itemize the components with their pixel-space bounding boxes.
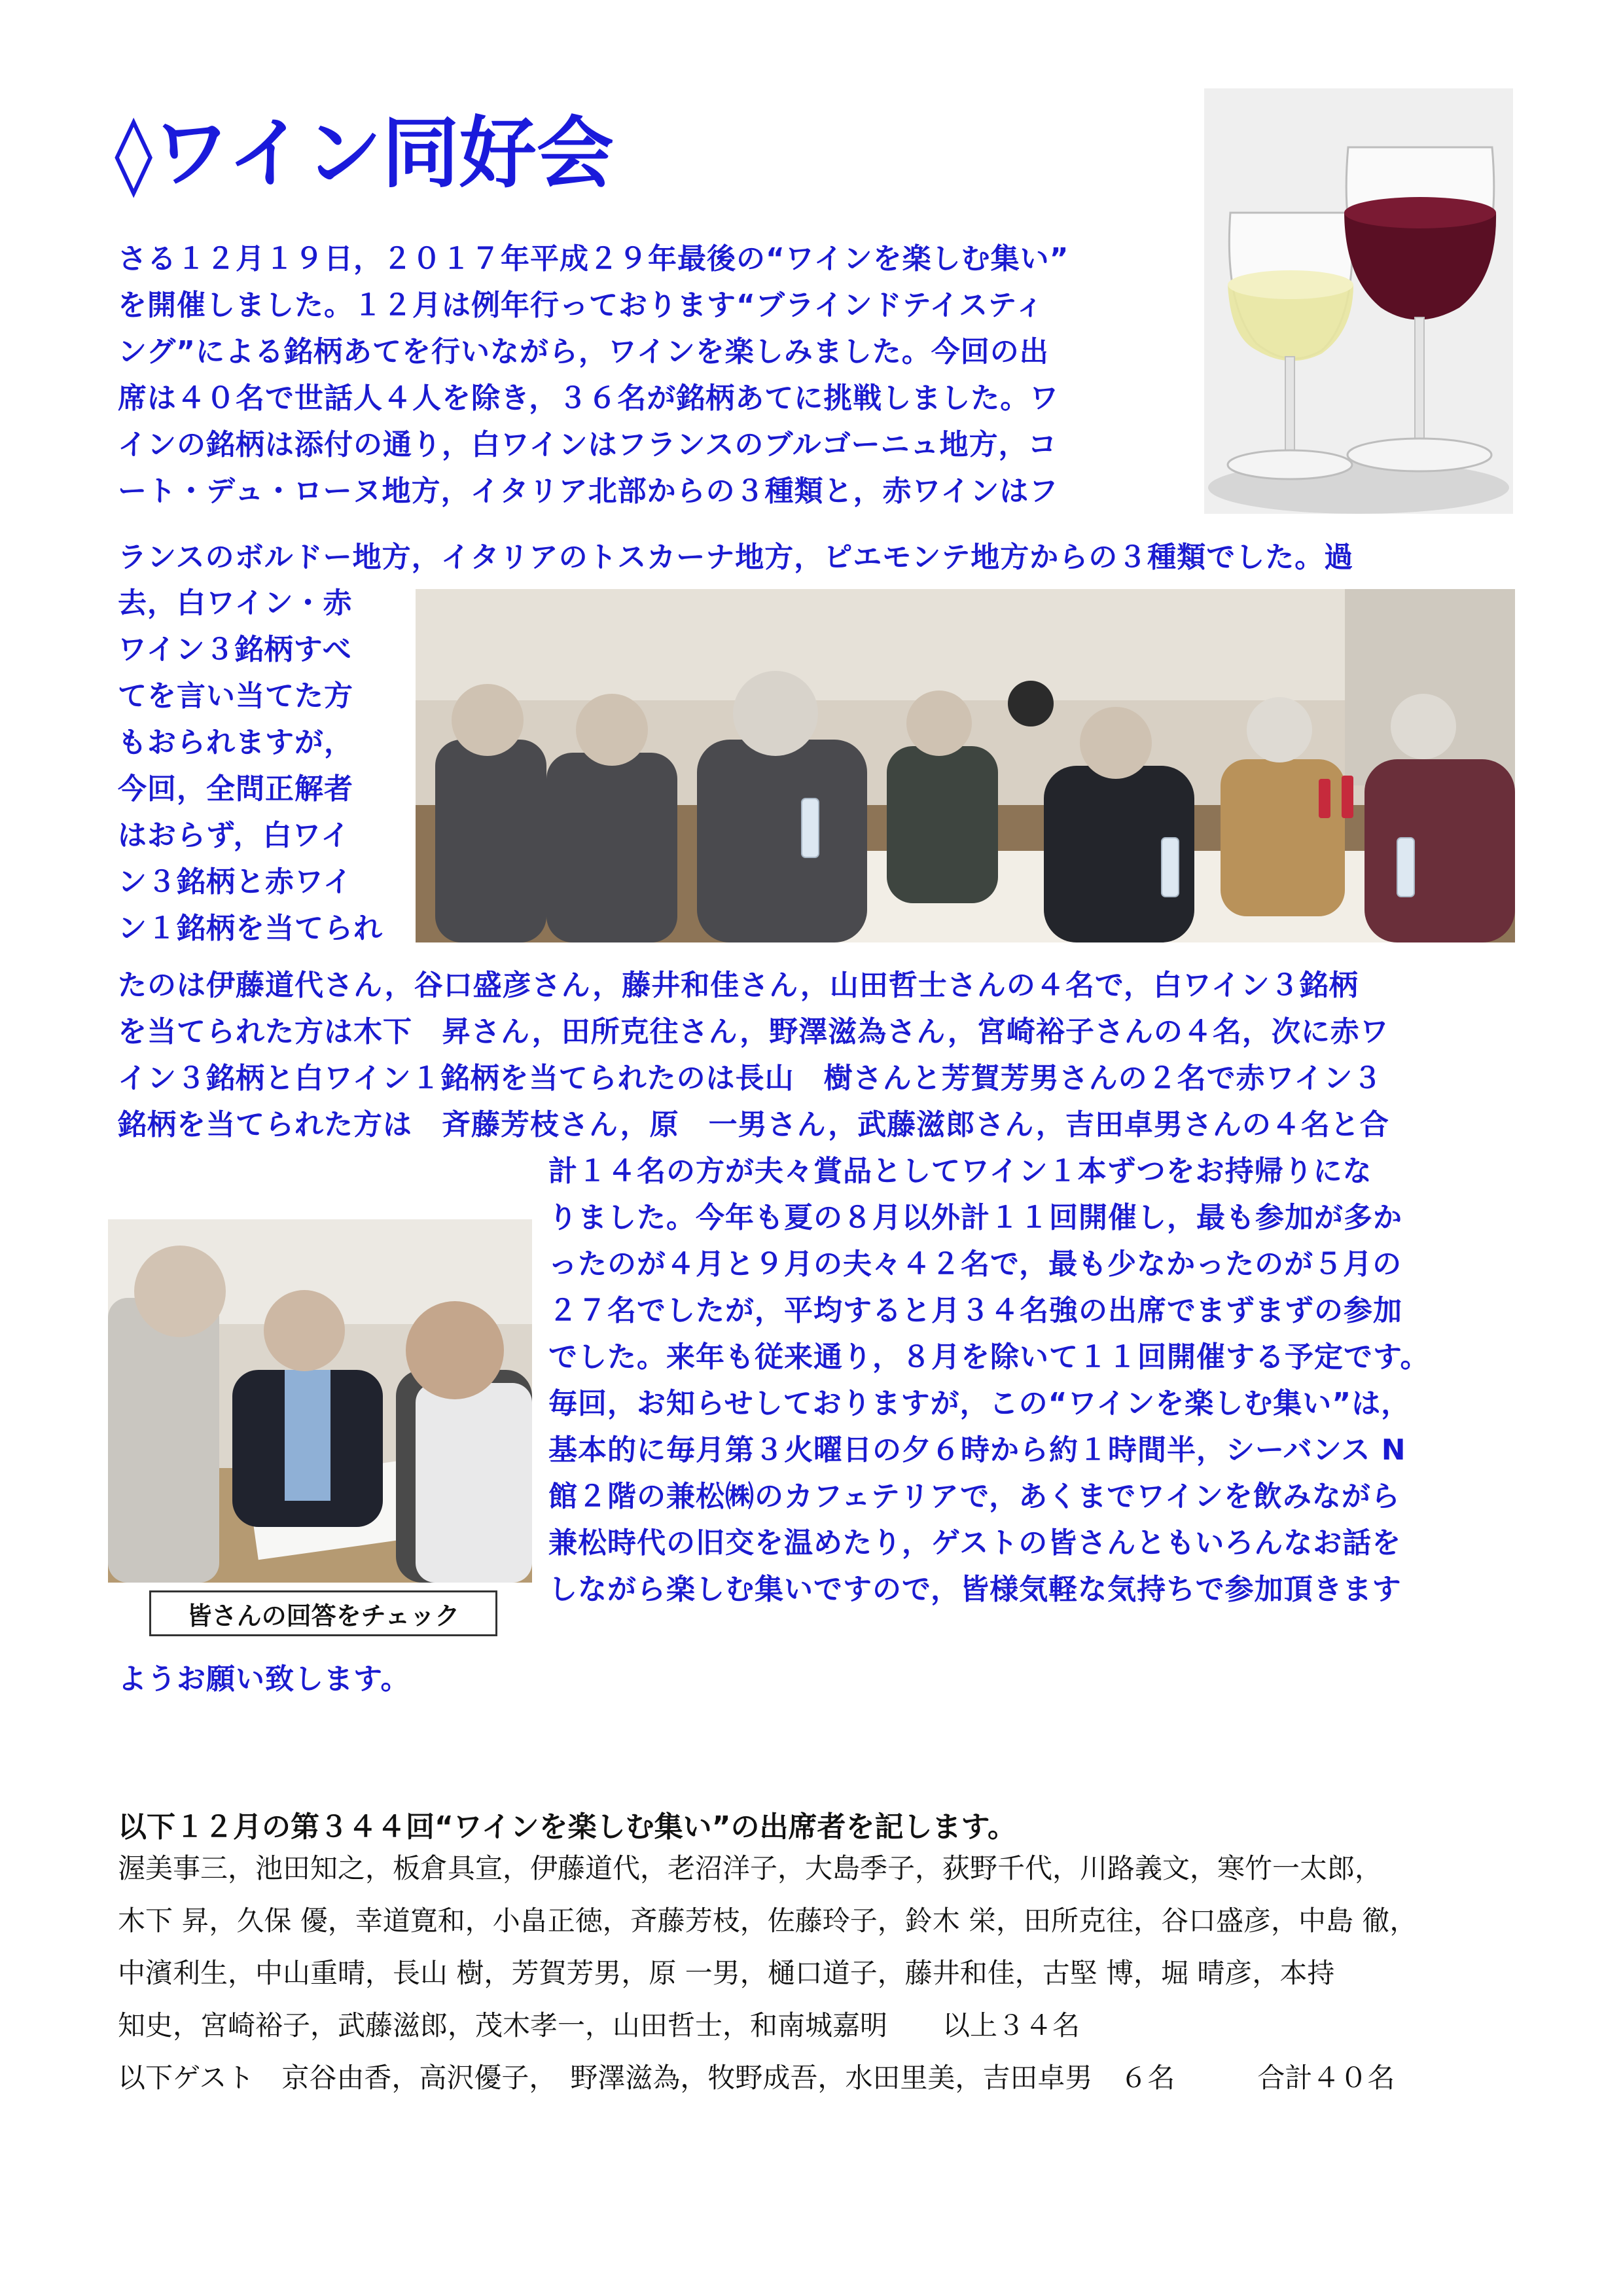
attendees-line: 木下 昇，久保 優，幸道寛和，小畠正徳，斉藤芳枝，佐藤玲子，鈴木 栄，田所克往，谷口盛彦，中島 徹， xyxy=(118,1905,1418,1937)
answer-check-photo xyxy=(108,1219,532,1583)
page-title: ◊ワイン同好会 xyxy=(115,108,614,198)
article-line: イン３銘柄と白ワイン１銘柄を当てられたのは長山 樹さんと芳賀芳男さんの２名で赤ワイン３ xyxy=(118,1062,1383,1095)
article-line: ワイン３銘柄すべ xyxy=(118,633,352,666)
article-body-left xyxy=(118,580,383,952)
wine-glasses-photo xyxy=(1204,88,1513,514)
article-line: たのは伊藤道代さん，谷口盛彦さん，藤井和佳さん，山田哲士さんの４名で，白ワイン３銘柄 xyxy=(118,969,1359,1002)
article-line: さる１２月１９日，２０１７年平成２９年最後の“ワインを楽しむ集い” xyxy=(118,242,1069,276)
article-line: でした。来年も従来通り，８月を除いて１１回開催する予定です。 xyxy=(548,1340,1430,1374)
article-line: 毎回，お知らせしておりますが，この“ワインを楽しむ集い”は， xyxy=(548,1387,1411,1420)
article-line: はおらず，白ワイ xyxy=(118,819,351,852)
article-line: 基本的に毎月第３火曜日の夕６時から約１時間半，シーバンス N xyxy=(548,1433,1406,1467)
article-body-right xyxy=(548,1148,1429,1613)
article-line: ン３銘柄と赤ワイ xyxy=(118,865,353,899)
article-line: 銘柄を当てられた方は 斉藤芳枝さん，原 一男さん，武藤滋郎さん，吉田卓男さんの４名と合 xyxy=(118,1108,1389,1141)
attendees-line: 知史，宮崎裕子，武藤滋郎，茂木孝一，山田哲士，和南城嘉明 以上３４名 xyxy=(118,2009,1080,2041)
guests-line: 以下ゲスト 京谷由香，高沢優子， 野澤滋為，牧野成吾，水田里美，吉田卓男 ６名 合計４０名 xyxy=(118,2062,1395,2094)
article-line: インの銘柄は添付の通り，白ワインはフランスのブルゴーニュ地方，コ xyxy=(118,428,1058,461)
article-line: 兼松時代の旧交を温めたり，ゲストの皆さんともいろんなお話を xyxy=(548,1526,1402,1560)
article-line: 去，白ワイン・赤 xyxy=(118,586,353,620)
article-line-full: ランスのボルドー地方，イタリアのトスカーナ地方，ピエモンテ地方からの３種類でした。過 xyxy=(118,541,1354,574)
article-line: を当てられた方は木下 昇さん，田所克往さん，野澤滋為さん，宮崎裕子さんの４名，次に赤ワ xyxy=(118,1015,1389,1049)
photo-caption: 皆さんの回答をチェック xyxy=(149,1590,497,1636)
party-photo xyxy=(416,589,1515,942)
article-line: しながら楽しむ集いですので，皆様気軽な気持ちで参加頂きます xyxy=(548,1573,1402,1606)
article-line: を開催しました。１２月は例年行っております“ブラインドテイスティ xyxy=(118,289,1044,322)
article-body-top xyxy=(118,236,1069,514)
article-line: ２７名でしたが，平均すると月３４名強の出席でまずまずの参加 xyxy=(548,1294,1402,1327)
article-line: 今回，全問正解者 xyxy=(118,772,353,806)
article-line: ング”による銘柄あてを行いながら，ワインを楽しみました。今回の出 xyxy=(118,335,1049,368)
article-line: てを言い当てた方 xyxy=(118,679,353,713)
attendees-heading: 以下１２月の第３４４回“ワインを楽しむ集い”の出席者を記します。 xyxy=(118,1810,1016,1844)
article-line: 館２階の兼松㈱のカフェテリアで，あくまでワインを飲みながら xyxy=(548,1480,1400,1513)
article-body-middle xyxy=(118,962,1389,1148)
article-line: 席は４０名で世話人４人を除き，３６名が銘柄あてに挑戦しました。ワ xyxy=(118,382,1060,415)
article-line: 計１４名の方が夫々賞品としてワイン１本ずつをお持帰りにな xyxy=(548,1155,1372,1188)
article-line: ート・デュ・ローヌ地方，イタリア北部からの３種類と，赤ワインはフ xyxy=(118,475,1059,508)
attendees-line: 渥美事三，池田知之，板倉具宣，伊藤道代，老沼洋子，大島季子，荻野千代，川路義文，寒竹一太郎， xyxy=(118,1852,1383,1884)
article-line-end: ようお願い致します。 xyxy=(118,1662,410,1696)
article-line: ン１銘柄を当てられ xyxy=(118,912,383,945)
article-line: もおられますが， xyxy=(118,726,353,759)
article-line: りました。今年も夏の８月以外計１１回開催し，最も参加が多か xyxy=(548,1201,1402,1234)
attendees-list xyxy=(118,1842,1417,2104)
attendees-line: 中濱利生，中山重晴，長山 樹，芳賀芳男，原 一男，樋口道子，藤井和佳，古堅 博，堀 晴彦，本持 xyxy=(118,1957,1335,1989)
article-line: ったのが４月と９月の夫々４２名で，最も少なかったのが５月の xyxy=(548,1247,1402,1281)
